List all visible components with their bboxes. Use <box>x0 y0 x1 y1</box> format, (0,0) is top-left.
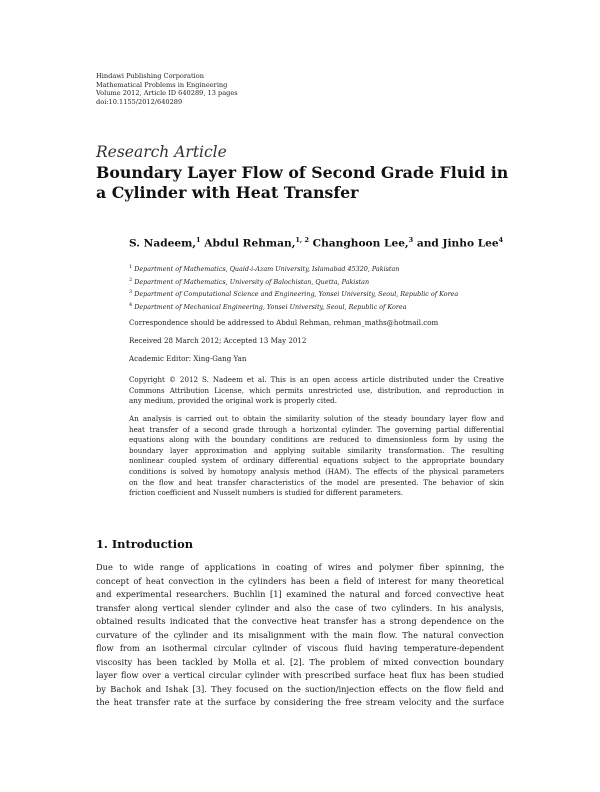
copyright-line: Commons Attribution License, which permits unrestricted use, distribution, and reproduction in <box>129 385 504 395</box>
body-line: by Bachok and Ishak [3]. They focused on the suction/injection effects on the flow field and <box>96 683 504 694</box>
abstract-line: conditions is solved by homotopy analysis method (HAM). The effects of the physical parameters <box>129 466 504 476</box>
affiliation-mark: 3 <box>129 289 133 296</box>
author-affil-mark: 3 <box>408 236 414 244</box>
journal-name: Mathematical Problems in Engineering <box>96 80 228 89</box>
doi: doi:10.1155/2012/640289 <box>96 97 183 106</box>
body-line: obtained results indicated that the convective heat transfer has a strong dependence on the <box>96 616 504 626</box>
journal-header <box>96 72 238 106</box>
introduction-body <box>96 561 504 710</box>
body-line: transfer along vertical slender cylinder and also the case of two cylinders. In his analysis, <box>96 602 504 613</box>
body-line: curvature of the cylinder and its misalignment with the main flow. The natural convection <box>96 629 504 640</box>
abstract-line: An analysis is carried out to obtain the similarity solution of the steady boundary layer flow and <box>129 414 504 423</box>
title-line: Boundary Layer Flow of Second Grade Fluid in <box>96 163 509 182</box>
affiliation <box>129 275 458 288</box>
author-name: Changhoon Lee, <box>312 237 409 250</box>
abstract-line: on the flow and heat transfer characteristics of the model are presented. The behavior of skin <box>129 477 504 487</box>
affiliation-text: Department of Mechanical Engineering, Yonsei University, Seoul, Republic of Korea <box>134 302 407 311</box>
affiliation-text: Department of Mathematics, University of Balochistan, Quetta, Pakistan <box>134 277 370 286</box>
body-line: Due to wide range of applications in coating of wires and polymer fiber spinning, the <box>96 562 504 572</box>
author-list <box>129 236 503 250</box>
copyright-notice <box>129 375 504 407</box>
abstract <box>129 414 504 499</box>
affiliation-list <box>129 262 458 312</box>
paper-title <box>96 163 508 203</box>
abstract-line: nonlinear coupled system of ordinary differential equations subject to the appropriate boundary <box>129 456 504 466</box>
publisher-name: Hindawi Publishing Corporation <box>96 72 204 80</box>
affiliation <box>129 300 458 313</box>
abstract-line: heat transfer of a second grade through a horizontal cylinder. The governing partial differential <box>129 424 504 434</box>
title-line: a Cylinder with Heat Transfer <box>96 183 359 202</box>
affiliation <box>129 287 458 300</box>
author-affil-mark: 1, 2 <box>295 236 309 244</box>
copyright-line: any medium, provided the original work is properly cited. <box>129 396 337 406</box>
author-name: S. Nadeem, <box>129 237 196 250</box>
academic-editor: Academic Editor: Xing-Gang Yan <box>129 354 247 363</box>
received-accepted-dates: Received 28 March 2012; Accepted 13 May 2012 <box>129 336 307 345</box>
body-line: the heat transfer rate at the surface by considering the free stream velocity and the surface <box>96 697 504 707</box>
author-name: Abdul Rehman, <box>204 237 296 250</box>
volume-info: Volume 2012, Article ID 640289, 13 pages <box>96 89 238 98</box>
body-line: and experimental researchers. Buchlin [1] examined the natural and forced convective heat <box>96 589 504 599</box>
body-line: layer flow over a vertical circular cylinder with prescribed surface heat flux has been studied <box>96 670 504 680</box>
abstract-line: friction coefficient and Nusselt numbers is studied for different parameters. <box>129 488 403 498</box>
body-line: concept of heat convection in the cylinders has been a field of interest for many theoretical <box>96 575 504 586</box>
body-line: viscosity has been tackled by Molla et al. [2]. The problem of mixed convection boundary <box>96 656 504 667</box>
affiliation <box>129 262 458 275</box>
copyright-line: Copyright © 2012 S. Nadeem et al. This is an open access article distributed under the Creative <box>129 375 504 384</box>
abstract-line: equations along with the boundary conditions are reduced to dimensionless form by using the <box>129 435 504 445</box>
affiliation-mark: 2 <box>129 276 133 283</box>
affiliation-text: Department of Computational Science and Engineering, Yonsei University, Seoul, Republic of Korea <box>134 290 459 299</box>
affiliation-mark: 1 <box>129 264 133 270</box>
author-affil-mark: 4 <box>498 236 504 244</box>
affiliation-text: Department of Mathematics, Quaid-i-Azam University, Islamabad 45320, Pakistan <box>134 265 400 274</box>
section-heading: 1. Introduction <box>96 537 193 551</box>
article-type: Research Article <box>96 143 227 161</box>
author-name: and Jinho Lee <box>416 237 499 250</box>
correspondence-note: Correspondence should be addressed to Abdul Rehman, rehman_maths@hotmail.com <box>129 318 439 327</box>
body-line: flow from an isothermal circular cylinder of viscous fluid having temperature-dependent <box>96 643 504 653</box>
abstract-line: boundary layer approximation and applying suitable similarity transformation. The resulting <box>129 445 504 455</box>
author-affil-mark: 1 <box>195 236 201 244</box>
affiliation-mark: 4 <box>129 301 133 308</box>
